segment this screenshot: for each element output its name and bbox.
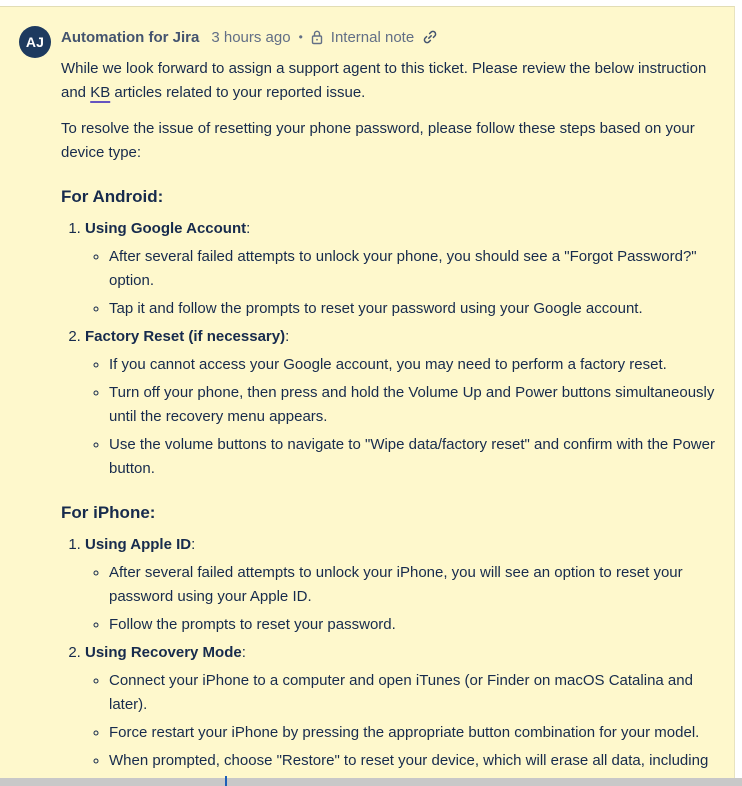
sub-list (85, 561, 729, 637)
list-item: ◦ Use the volume buttons to navigate to "Wipe data/factory reset" and confirm with the Power button. (109, 433, 729, 481)
intro-paragraph (61, 57, 729, 105)
comment-header (61, 27, 438, 47)
kb-term[interactable]: KB (90, 84, 111, 101)
iphone-steps (61, 533, 729, 773)
list-item: 1. Using Apple ID: ◦ After several failed attempts to unlock your iPhone, you will see an option to reset your password using your Apple ID. ◦ Follow the prompts to reset your password. (85, 533, 729, 637)
step-title: Using Recovery Mode (85, 644, 242, 661)
avatar[interactable]: AJ (19, 26, 51, 58)
timestamp[interactable]: 3 hours ago (211, 28, 291, 46)
list-item: ◦ If you cannot access your Google account, you may need to perform a factory reset. (109, 353, 729, 377)
lock-icon (310, 29, 324, 45)
list-item: ◦ When prompted, choose "Restore" to reset your device, which will erase all data, including (109, 749, 729, 773)
separator-dot: • (298, 30, 303, 44)
list-item: ◦ Turn off your phone, then press and hold the Volume Up and Power buttons simultaneously until the recovery menu appears. (109, 381, 729, 429)
lead-paragraph: To resolve the issue of resetting your phone password, please follow these steps based on your device type: (61, 120, 695, 161)
section-heading-android: For Android: (61, 187, 164, 206)
step-title: Using Google Account (85, 220, 247, 237)
section-heading-iphone: For iPhone: (61, 503, 156, 522)
author-name[interactable]: Automation for Jira (61, 28, 200, 46)
internal-note-panel (0, 6, 735, 778)
list-item: ◦ Connect your iPhone to a computer and open iTunes (or Finder on macOS Catalina and later). (109, 669, 729, 717)
step-title: Factory Reset (if necessary) (85, 328, 286, 345)
list-item: ◦ After several failed attempts to unlock your iPhone, you will see an option to reset your password using your Apple ID. (109, 561, 729, 609)
step-title: Using Apple ID (85, 536, 192, 553)
list-item: ◦ Tap it and follow the prompts to reset your password using your Google account. (109, 297, 729, 321)
link-icon[interactable] (422, 29, 438, 45)
list-item: 2. Factory Reset (if necessary): ◦ If you cannot access your Google account, you may need to perform a factory reset. ◦ Turn off your phone, then press and hold the Volume Up and Power buttons simultaneously until the recovery menu appears. ◦ Use the volume buttons to navigate to "Wipe data/factory reset" and confirm with the Power button. (85, 325, 729, 481)
horizontal-scrollbar[interactable] (0, 778, 742, 786)
sub-list (85, 245, 729, 321)
intro-text-end: articles related to your reported issue. (110, 84, 366, 101)
list-item: ◦ Force restart your iPhone by pressing the appropriate button combination for your model. (109, 721, 729, 745)
list-item: ◦ Follow the prompts to reset your password. (109, 613, 729, 637)
sub-list (85, 353, 729, 481)
list-item: 1. Using Google Account: ◦ After several failed attempts to unlock your phone, you should see a "Forgot Password?" option. ◦ Tap it and follow the prompts to reset your password using your Google account. (85, 217, 729, 321)
visibility-label: Internal note (330, 28, 415, 46)
sub-list (85, 669, 729, 773)
list-item: 2. Using Recovery Mode: ◦ Connect your iPhone to a computer and open iTunes (or Finder on macOS Catalina and later). ◦ Force restart your iPhone by pressing the appropriate button combination for your model. ◦ When prompted, choose "Restore" to reset your device, which will erase all data, including (85, 641, 729, 773)
comment-body (61, 57, 729, 777)
android-steps (61, 217, 729, 481)
list-item: ◦ After several failed attempts to unlock your phone, you should see a "Forgot Password?" option. (109, 245, 729, 293)
scroll-marker (225, 776, 227, 786)
intro-text: While we look forward to assign a support agent to this ticket. Please review the below instruction and (61, 60, 707, 101)
